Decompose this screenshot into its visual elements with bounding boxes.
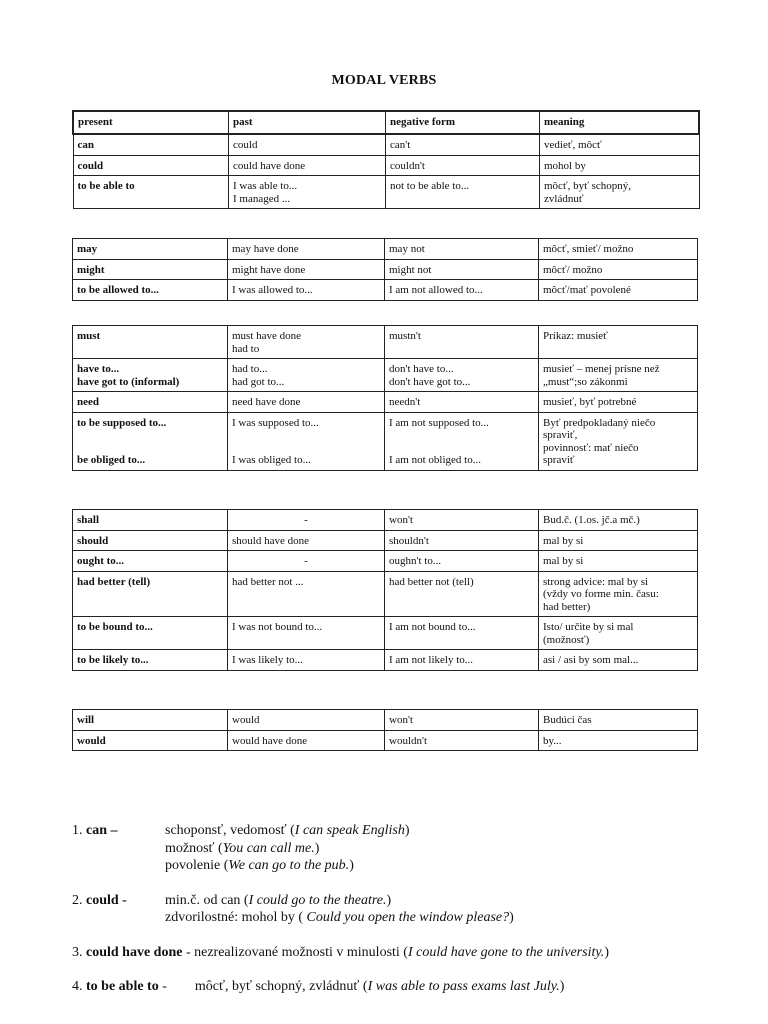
negative-cell: won't xyxy=(385,710,539,731)
table-row xyxy=(73,530,698,551)
negative-cell: can't xyxy=(386,134,540,155)
past-cell: I was supposed to... I was obliged to... xyxy=(228,412,385,470)
present-cell: to be able to xyxy=(73,176,229,209)
table-row xyxy=(73,710,698,731)
negative-cell: mustn't xyxy=(385,326,539,359)
verb-table-group xyxy=(72,509,697,671)
present-cell: to be supposed to... be obliged to... xyxy=(73,412,228,470)
past-cell: I was able to... I managed ... xyxy=(229,176,386,209)
negative-cell: I am not supposed to... I am not obliged to... xyxy=(385,412,539,470)
past-cell: I was likely to... xyxy=(228,650,385,671)
present-cell: to be allowed to... xyxy=(73,280,228,301)
table-row xyxy=(73,412,698,470)
meaning-cell: Isto/ určite by si mal (možnosť) xyxy=(539,617,698,650)
past-cell: - xyxy=(228,510,385,531)
meaning-cell: vedieť, môcť xyxy=(540,134,700,155)
meaning-cell: strong advice: mal by si (vždy vo forme min. času: had better) xyxy=(539,571,698,617)
verb-table xyxy=(72,509,698,671)
negative-cell: may not xyxy=(385,239,539,260)
verb-table xyxy=(72,238,698,301)
notes-section xyxy=(72,822,762,1013)
negative-cell: I am not allowed to... xyxy=(385,280,539,301)
verb-table-group xyxy=(72,238,697,301)
past-cell: I was allowed to... xyxy=(228,280,385,301)
negative-cell: not to be able to... xyxy=(386,176,540,209)
note-term: can – xyxy=(86,823,118,838)
meaning-cell: musieť – menej prísne než „must“;so zákonmi xyxy=(539,359,698,392)
past-cell: could have done xyxy=(229,155,386,176)
meaning-cell: mal by si xyxy=(539,551,698,572)
table-row xyxy=(73,617,698,650)
meaning-cell: môcť, smieť/ možno xyxy=(539,239,698,260)
meaning-cell: môcť/mať povolené xyxy=(539,280,698,301)
present-cell: might xyxy=(73,259,228,280)
verb-table xyxy=(72,709,698,751)
past-cell: could xyxy=(229,134,386,155)
past-cell: would have done xyxy=(228,730,385,751)
verb-table-group xyxy=(72,325,697,471)
table-row xyxy=(73,730,698,751)
note-line: možnosť (You can call me.) xyxy=(165,840,320,856)
table-row xyxy=(73,280,698,301)
past-cell: may have done xyxy=(228,239,385,260)
negative-cell: I am not bound to... xyxy=(385,617,539,650)
present-cell: had better (tell) xyxy=(73,571,228,617)
table-row xyxy=(73,359,698,392)
past-cell: had to... had got to... xyxy=(228,359,385,392)
note-term: could - xyxy=(86,892,127,908)
meaning-cell: Príkaz: musieť xyxy=(539,326,698,359)
present-cell: could xyxy=(73,155,229,176)
table-row xyxy=(73,155,699,176)
table-row xyxy=(73,571,698,617)
note-term: could have done xyxy=(86,944,183,960)
past-cell: might have done xyxy=(228,259,385,280)
present-cell: need xyxy=(73,392,228,413)
note-to-be-able-to: 4. to be able to - môcť, byť schopný, zvládnuť (I was able to pass exams last July.) xyxy=(72,979,565,994)
meaning-cell: mohol by xyxy=(540,155,700,176)
verb-table-group xyxy=(72,709,697,751)
page-title: MODAL VERBS xyxy=(331,73,437,88)
verb-table xyxy=(72,110,700,209)
note-line: zdvorilostné: mohol by ( Could you open the window please?) xyxy=(165,910,514,925)
note-number: 3. xyxy=(72,944,83,960)
table-row xyxy=(73,326,698,359)
note-number: 2. xyxy=(72,892,83,908)
negative-cell: wouldn't xyxy=(385,730,539,751)
present-cell: to be bound to... xyxy=(73,617,228,650)
present-cell: have to... have got to (informal) xyxy=(73,359,228,392)
past-cell: must have done had to xyxy=(228,326,385,359)
note-could xyxy=(72,892,762,927)
table-row xyxy=(73,510,698,531)
table-row xyxy=(73,176,699,209)
negative-cell: needn't xyxy=(385,392,539,413)
present-cell: should xyxy=(73,530,228,551)
column-header: present xyxy=(73,111,229,134)
note-number: 1. xyxy=(72,823,83,838)
past-cell: would xyxy=(228,710,385,731)
table-row xyxy=(73,239,698,260)
present-cell: will xyxy=(73,710,228,731)
note-term: to be able to xyxy=(86,979,159,994)
table-row xyxy=(73,650,698,671)
meaning-cell: môcť, byť schopný, zvládnuť xyxy=(540,176,700,209)
negative-cell: oughn't to... xyxy=(385,551,539,572)
negative-cell: couldn't xyxy=(386,155,540,176)
present-cell: to be likely to... xyxy=(73,650,228,671)
note-line: povolenie (We can go to the pub.) xyxy=(165,858,354,873)
column-header: negative form xyxy=(386,111,540,134)
negative-cell: might not xyxy=(385,259,539,280)
note-number: 4. xyxy=(72,979,83,994)
table-row xyxy=(73,134,699,155)
meaning-cell: asi / asi by som mal... xyxy=(539,650,698,671)
meaning-cell: Budúci čas xyxy=(539,710,698,731)
negative-cell: shouldn't xyxy=(385,530,539,551)
negative-cell: had better not (tell) xyxy=(385,571,539,617)
negative-cell: don't have to... don't have got to... xyxy=(385,359,539,392)
note-can xyxy=(72,822,762,875)
note-line: schoponsť, vedomosť (I can speak English) xyxy=(165,823,410,838)
past-cell: need have done xyxy=(228,392,385,413)
present-cell: would xyxy=(73,730,228,751)
negative-cell: I am not likely to... xyxy=(385,650,539,671)
meaning-cell: musieť, byť potrebné xyxy=(539,392,698,413)
past-cell: I was not bound to... xyxy=(228,617,385,650)
meaning-cell: Bud.č. (1.os. jč.a mč.) xyxy=(539,510,698,531)
past-cell: - xyxy=(228,551,385,572)
present-cell: shall xyxy=(73,510,228,531)
negative-cell: won't xyxy=(385,510,539,531)
table-row xyxy=(73,392,698,413)
column-header: past xyxy=(229,111,386,134)
table-row xyxy=(73,259,698,280)
past-cell: should have done xyxy=(228,530,385,551)
table-row xyxy=(73,551,698,572)
verb-table-group xyxy=(72,110,697,209)
meaning-cell: by... xyxy=(539,730,698,751)
present-cell: can xyxy=(73,134,229,155)
past-cell: had better not ... xyxy=(228,571,385,617)
verb-table xyxy=(72,325,698,471)
meaning-cell: mal by si xyxy=(539,530,698,551)
meaning-cell: môcť/ možno xyxy=(539,259,698,280)
table-header-row xyxy=(73,111,699,134)
present-cell: ought to... xyxy=(73,551,228,572)
present-cell: may xyxy=(73,239,228,260)
note-line: min.č. od can (I could go to the theatre.) xyxy=(165,892,392,908)
column-header: meaning xyxy=(540,111,700,134)
meaning-cell: Byť predpokladaný niečo spraviť, povinnosť: mať niečo spraviť xyxy=(539,412,698,470)
note-could-have-done: 3. could have done - nezrealizované možnosti v minulosti (I could have gone to the university.) xyxy=(72,944,609,960)
present-cell: must xyxy=(73,326,228,359)
